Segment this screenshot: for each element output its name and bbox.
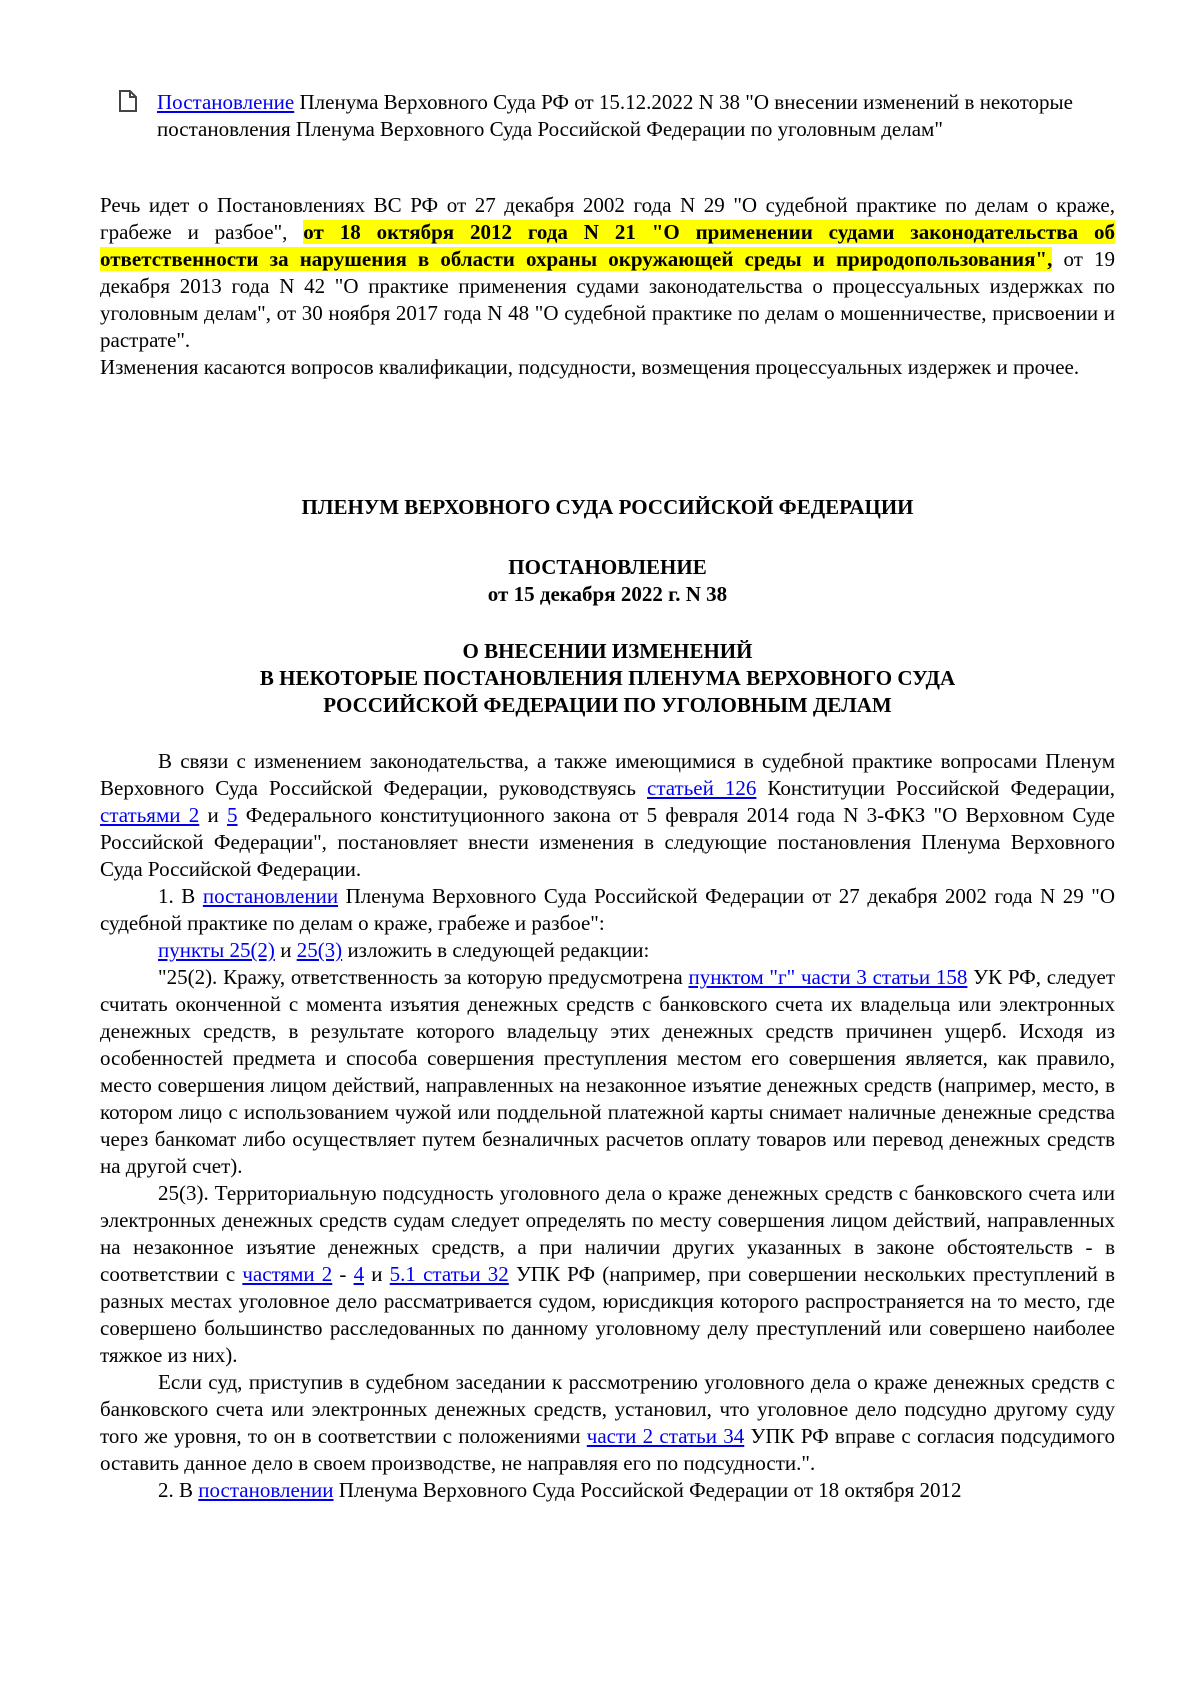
doc-type-heading: ПОСТАНОВЛЕНИЕ xyxy=(508,555,707,579)
court-heading: ПЛЕНУМ ВЕРХОВНОГО СУДА РОССИЙСКОЙ ФЕДЕРАЦИИ xyxy=(301,495,914,519)
link-item-25-2[interactable]: пункты 25(2) xyxy=(158,938,275,962)
title-line-3: РОССИЙСКОЙ ФЕДЕРАЦИИ ПО УГОЛОВНЫМ ДЕЛАМ xyxy=(323,693,892,717)
body-paragraph: 25(3). Территориальную подсудность уголовного дела о краже денежных средств с банковского счета или электронных денежных средств судам следует определять по месту совершения лицом действий, направленных на незаконное изъятие денежных средств, а при наличии других указанных в законе обстоятельств - в соответствии с частями 2 - 4 и 5.1 статьи 32 УПК РФ (например, при совершении нескольких преступлений в разных местах уголовное дело рассматривается судом, юрисдикция которого распространяется на то место, где совершено большинство расследованных по данному уголовному делу преступлений или совершено наиболее тяжкое из них). xyxy=(100,1181,1115,1367)
intro-comment xyxy=(100,192,1115,381)
link-resolution-29[interactable]: постановлении xyxy=(202,884,339,908)
document-icon xyxy=(118,90,138,112)
title-line-2: В НЕКОТОРЫЕ ПОСТАНОВЛЕНИЯ ПЛЕНУМА ВЕРХОВНОГО СУДА xyxy=(259,666,956,690)
doc-date-heading: от 15 декабря 2022 г. N 38 xyxy=(487,582,728,606)
link-article-5[interactable]: 5 xyxy=(227,803,238,827)
resolution-body xyxy=(100,748,1115,1504)
body-paragraph: пункты 25(2) и 25(3) изложить в следующей редакции: xyxy=(158,938,650,962)
body-paragraph: "25(2). Кражу, ответственность за которую предусмотрена пунктом "г" части 3 статьи 158 УК РФ, следует считать оконченной с момента изъятия денежных средств с банковского счета их владельца или электронных денежных средств, в результате которого владельцу этих денежных средств причинен ущерб. Исходя из особенностей предмета и способа совершения преступления местом его совершения является, как правило, место совершения лицом действий, направленных на незаконное изъятие денежных средств (например, место, в котором лицо с использованием чужой или поддельной платежной карты снимает наличные денежные средства через банкомат либо осуществляет путем безналичных расчетов оплату товаров или перевод денежных средств на другой счет). xyxy=(100,965,1116,1178)
body-paragraph: В связи с изменением законодательства, а также имеющимися в судебной практике вопросами Пленум Верховного Суда Российской Федерации, руководствуясь статьей 126 Конституции Российской Федерации, статьями 2 и 5 Федерального конституционного закона от 5 февраля 2014 года N 3-ФКЗ "О Верховном Суде Российской Федерации", постановляет внести изменения в следующие постановления Пленума Верховного Суда Российской Федерации. xyxy=(100,749,1115,881)
link-resolution-21[interactable]: постановлении xyxy=(198,1478,334,1502)
note-text: Пленума Верховного Суда РФ от 15.12.2022 N 38 "О внесении изменений в некоторые постановления Пленума Верховного Суда Российской Федерации по уголовным делам" xyxy=(157,90,1073,141)
link-item-25-3[interactable]: 25(3) xyxy=(296,938,343,962)
highlighted-text: от 18 октября 2012 года N 21 "О применении судами законодательства об ответственности за нарушения в области охраны окружающей среды и природопользования", xyxy=(100,220,1116,271)
related-document-note xyxy=(157,89,1092,143)
body-paragraph: 1. В постановлении Пленума Верховного Суда Российской Федерации от 27 декабря 2002 года N 29 "О судебной практике по делам о краже, грабеже и разбое": xyxy=(100,884,1115,935)
link-parts-2[interactable]: частями 2 xyxy=(242,1262,333,1286)
link-article-34[interactable]: части 2 статьи 34 xyxy=(586,1424,745,1448)
link-articles-2[interactable]: статьями 2 xyxy=(100,803,200,827)
link-article-32[interactable]: 5.1 статьи 32 xyxy=(389,1262,509,1286)
intro-paragraph-1: Речь идет о Постановлениях ВС РФ от 27 декабря 2002 года N 29 "О судебной практике по делам о краже, грабеже и разбое", от 18 октября 2012 года N 21 "О применении судами законодательства об ответственности за нарушения в области охраны окружающей среды и природопользования", от 19 декабря 2013 года N 42 "О практике применения судами законодательства о процессуальных издержках по уголовным делам", от 30 ноября 2017 года N 48 "О судебной практике по делам о мошенничестве, присвоении и растрате". xyxy=(100,193,1116,352)
link-part-4[interactable]: 4 xyxy=(353,1262,365,1286)
intro-paragraph-2: Изменения касаются вопросов квалификации, подсудности, возмещения процессуальных издержек и прочее. xyxy=(100,355,1080,379)
body-paragraph: Если суд, приступив в судебном заседании к рассмотрению уголовного дела о краже денежных средств с банковского счета или электронных денежных средств, установил, что уголовное дело подсудно другому суду того же уровня, то он в соответствии с положениями части 2 статьи 34 УПК РФ вправе с согласия подсудимого оставить данное дело в своем производстве, не направляя его по подсудности.". xyxy=(100,1370,1115,1475)
link-article-126[interactable]: статьей 126 xyxy=(647,776,757,800)
body-paragraph: 2. В постановлении Пленума Верховного Суда Российской Федерации от 18 октября 2012 xyxy=(158,1478,962,1502)
title-line-1: О ВНЕСЕНИИ ИЗМЕНЕНИЙ xyxy=(462,639,753,663)
link-article-158[interactable]: пунктом "г" части 3 статьи 158 xyxy=(688,965,968,989)
note-link[interactable]: Постановление xyxy=(157,90,295,114)
